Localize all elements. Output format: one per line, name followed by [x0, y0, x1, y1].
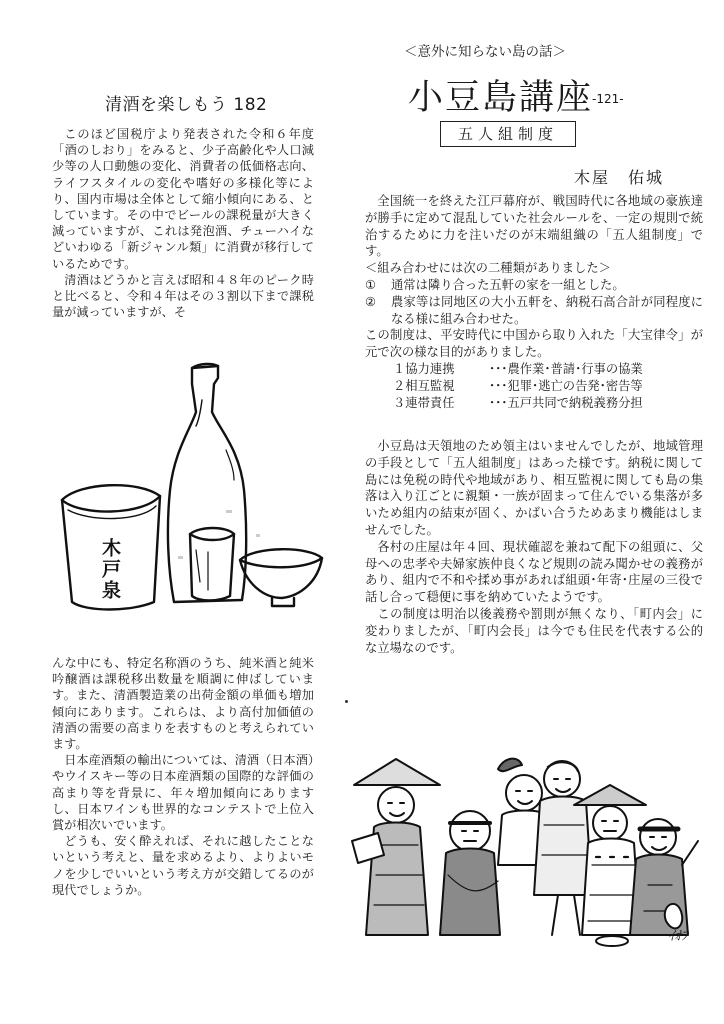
list-item — [365, 294, 703, 328]
article-paragraph-4: 各村の庄屋は年４回、現状確認を兼ねて配下の組頭に、父母への忠孝や夫婦家族仲良くなど規則の読み聞かせの義務があり、組内で不和や揉め事があれば組頭･年寄･庄屋の三役で話し合って穏便に事を納めていたようです。 — [365, 539, 703, 605]
purpose-row — [393, 361, 703, 378]
edo-villagers-illustration — [348, 745, 700, 945]
purpose-value: ･･･五戸共同で納税義務分担 — [489, 395, 643, 410]
sake-article-top — [52, 126, 314, 320]
series-header: ＜意外に知らない島の話＞ — [404, 44, 566, 60]
stray-dot — [345, 700, 348, 703]
sake-paragraph-4: 日本産酒類の輸出については、清酒（日本酒）やウイスキー等の日本産酒類の国際的な評価の高まり等を背景に、年々増加傾向にありますし、日本ワインも世界的なコンテストで上位入賞が相次いでいます。 — [52, 753, 314, 833]
cup-brand-label: 木戸泉 — [99, 538, 121, 601]
article-paragraph-2: この制度は、平安時代に中国から取り入れた「大宝律令」が元で次の様な目的がありました。 — [365, 328, 703, 360]
sake-paragraph-1: このほど国税庁より発表された令和６年度「酒のしおり」をみると、少子高齢化や人口減少等の人口動態の変化、消費者の低価格志向、ライフスタイルの変化や嗜好の多様化等により、国内市場は全体として縮小傾向にある、としています。その中でビールの課税量が大きく減っていますが、これは発泡酒、チューハイなどいわゆる「新ジャンル類」に消費が移行しているためです。 — [52, 127, 314, 271]
purpose-row — [393, 378, 703, 395]
article-paragraph-1: 全国統一を終えた江戸幕府が、戦国時代に各地域の豪族達が勝手に定めて混乱していた社会ルールを、一定の規則で統治するために力を注いだのが末端組織の「五人組制度」です。 — [365, 194, 703, 259]
list-item — [365, 277, 703, 294]
article-paragraph-3: 小豆島は天領地のため領主はいませんでしたが、地域管理の手段として「五人組制度」はあった様です。納税に関して島には免税の時代や地域があり、相互監視に関しても島の集落は入り江ごとに親類・一族が固まって住んでいる集落が多いため組内の結束が固く、かばい合うためあまり機能はしませんでした。 — [365, 439, 703, 537]
artist-signature: ｲｵｦ — [668, 929, 688, 944]
issue-number: -121- — [592, 92, 624, 106]
article-subtitle-box: 五人組制度 — [440, 121, 576, 147]
purpose-value: ･･･農作業･普請･行事の協業 — [489, 361, 643, 376]
sake-paragraph-5: どうも、安く酔えれば、それに越したことないという考えと、量を求めるより、よりよいモノを少しでいいという考え方が交錯してるのが現代でしょうか。 — [52, 834, 314, 897]
purpose-key: ３連帯責任 — [393, 395, 455, 410]
gonin-gumi-article — [365, 193, 703, 411]
list-number: ② — [365, 294, 377, 309]
purpose-key: １協力連携 — [393, 361, 455, 376]
article-combination-heading: ＜組み合わせには次の二種類がありました＞ — [365, 261, 611, 276]
list-text: 通常は隣り合った五軒の家を一組とした。 — [391, 277, 625, 292]
author-name: 木屋 佑城 — [574, 168, 665, 187]
column-title-sake: 清酒を楽しもう 182 — [105, 95, 268, 115]
purpose-value: ･･･犯罪･逃亡の告発･密告等 — [489, 378, 643, 393]
sake-article-bottom — [52, 655, 314, 898]
list-text: 農家等は同地区の大小五軒を、納税石高合計が同程度になる様に組み合わせた。 — [391, 294, 703, 326]
sake-paragraph-3: んな中にも、特定名称酒のうち、純米酒と純米吟醸酒は課税移出数量を順調に伸ばしています。また、清酒製造業の出荷金額の単価も増加傾向にあります。これらは、より高付加価値の清酒の需要の高まりを表すものと考えられています。 — [52, 656, 314, 752]
article-paragraph-5: この制度は明治以後義務や罰則が無くなり、「町内会」に変わりましたが、「町内会長」は今でも住民を代表する公的な立場なのです。 — [365, 606, 703, 655]
list-number: ① — [365, 277, 377, 292]
purpose-row — [393, 395, 703, 412]
gonin-gumi-article-cont — [365, 438, 703, 656]
series-title: 小豆島講座 — [408, 78, 594, 118]
sake-paragraph-2: 清酒はどうかと言えば昭和４８年のピーク時と比べると、令和４年はその３割以下まで課税量が減っていますが、そ — [52, 272, 314, 320]
sake-bottle-cups-illustration — [50, 360, 340, 620]
purpose-key: ２相互監視 — [393, 378, 455, 393]
